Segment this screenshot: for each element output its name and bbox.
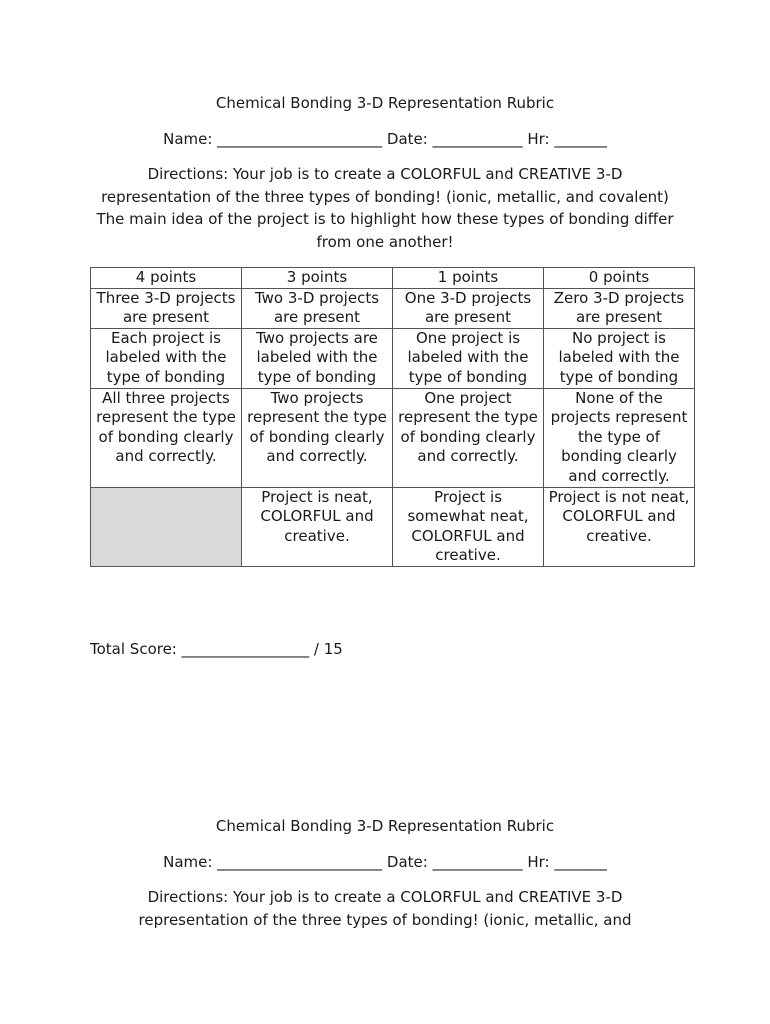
header-1-points: 1 points — [393, 268, 544, 289]
table-cell: Project is not neat, COLORFUL and creative. — [544, 487, 695, 566]
table-row — [91, 288, 695, 328]
table-cell: None of the projects represent the type of bonding clearly and correctly. — [544, 388, 695, 487]
table-row — [91, 487, 695, 566]
table-cell: No project is labeled with the type of bonding — [544, 328, 695, 388]
table-cell: One project represent the type of bonding clearly and correctly. — [393, 388, 544, 487]
rubric-table — [90, 267, 695, 567]
rubric-title: Chemical Bonding 3-D Representation Rubric — [215, 94, 555, 112]
total-score-line: Total Score: _________________ / 15 — [90, 640, 343, 658]
table-cell: Two projects represent the type of bonding clearly and correctly. — [242, 388, 393, 487]
table-header-row — [91, 268, 695, 289]
table-cell: One 3-D projects are present — [393, 288, 544, 328]
table-cell: Project is somewhat neat, COLORFUL and creative. — [393, 487, 544, 566]
table-cell: Each project is labeled with the type of bonding — [91, 328, 242, 388]
name-date-hour-line: Name: ______________________ Date: ____________ Hr: _______ — [163, 130, 607, 148]
table-cell: All three projects represent the type of bonding clearly and correctly. — [91, 388, 242, 487]
empty-shaded-cell — [91, 487, 242, 566]
table-cell: Project is neat, COLORFUL and creative. — [242, 487, 393, 566]
table-cell: Two 3-D projects are present — [242, 288, 393, 328]
header-3-points: 3 points — [242, 268, 393, 289]
directions-text: Directions: Your job is to create a COLORFUL and CREATIVE 3-D representation of the three types of bonding! (ionic, metallic, and covalent) The main idea of the project is to highlight how these types of bonding differ from one another! — [96, 165, 674, 251]
name-date-hour-line-second: Name: ______________________ Date: ____________ Hr: _______ — [163, 853, 607, 871]
header-0-points: 0 points — [544, 268, 695, 289]
table-row — [91, 388, 695, 487]
directions-text-second: Directions: Your job is to create a COLORFUL and CREATIVE 3-D representation of the three types of bonding! (ionic, metallic, and — [138, 888, 632, 929]
table-row — [91, 328, 695, 388]
table-cell: Three 3-D projects are present — [91, 288, 242, 328]
header-4-points: 4 points — [91, 268, 242, 289]
table-cell: Zero 3-D projects are present — [544, 288, 695, 328]
table-cell: Two projects are labeled with the type of bonding — [242, 328, 393, 388]
rubric-title-second: Chemical Bonding 3-D Representation Rubric — [215, 817, 555, 835]
table-cell: One project is labeled with the type of bonding — [393, 328, 544, 388]
